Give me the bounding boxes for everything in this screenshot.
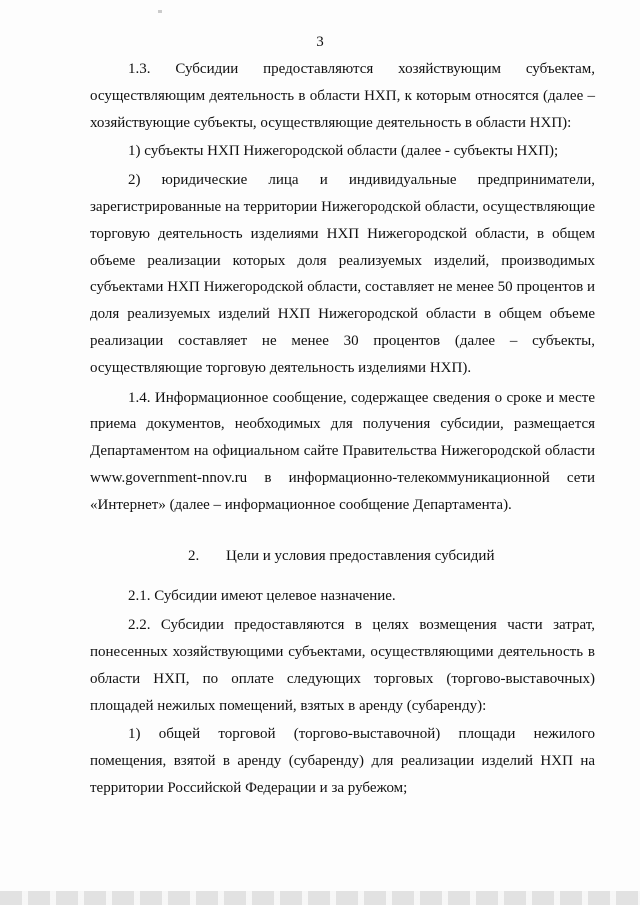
document-body [90,56,595,802]
section-2-title: Цели и условия предоставления субсидий [226,547,495,564]
paragraph-1-3-item-2: 2) юридические лица и индивидуальные предприниматели, зарегистрированные на территории Нижегородской области, осуществляющие торговую деятельность изделиями НХП Нижегородской области, в общем объеме реализации которых доля реализуемых изделий, производимых субъектами НХП Нижегородской области, составляет не менее 50 процентов и доля реализуемых изделий НХП Нижегородской области в общем объеме реализации составляет не менее 30 процентов (далее – субъекты, осуществляющие торговую деятельность изделиями НХП). [90,172,595,376]
scan-bottom-edge [0,891,640,905]
paragraph-2-2-item-1: 1) общей торговой (торгово-выставочной) площади нежилого помещения, взятой в аренду (субаренду) для реализации изделий НХП на территории Российской Федерации и за рубежом; [90,726,595,796]
page-number: 3 [316,34,324,50]
scan-artifact [158,10,162,13]
paragraph-2-2: 2.2. Субсидии предоставляются в целях возмещения части затрат, понесенных хозяйствующими субъектами, осуществляющими деятельность в области НХП, по оплате следующих торговых (торгово-выставочных) площадей нежилых помещений, взятых в аренду (субаренду): [90,617,595,714]
section-2-number: 2. [188,547,200,564]
paragraph-1-4: 1.4. Информационное сообщение, содержащее сведения о сроке и месте приема документов, необходимых для получения субсидии, размещается Департаментом на официальном сайте Правительства Нижегородской области www.government-nnov.ru в информационно-телекоммуникационной сети «Интернет» (далее – информационное сообщение Департамента). [90,389,595,513]
paragraph-2-1: 2.1. Субсидии имеют целевое назначение. [128,588,396,605]
paragraph-1-3: 1.3. Субсидии предоставляются хозяйствующим субъектам, осуществляющим деятельность в области НХП, к которым относятся (далее – хозяйствующие субъекты, осуществляющие деятельность в области НХП): [90,61,595,131]
paragraph-1-3-item-1: 1) субъекты НХП Нижегородской области (далее - субъекты НХП); [128,143,559,160]
section-2-heading [90,543,595,570]
